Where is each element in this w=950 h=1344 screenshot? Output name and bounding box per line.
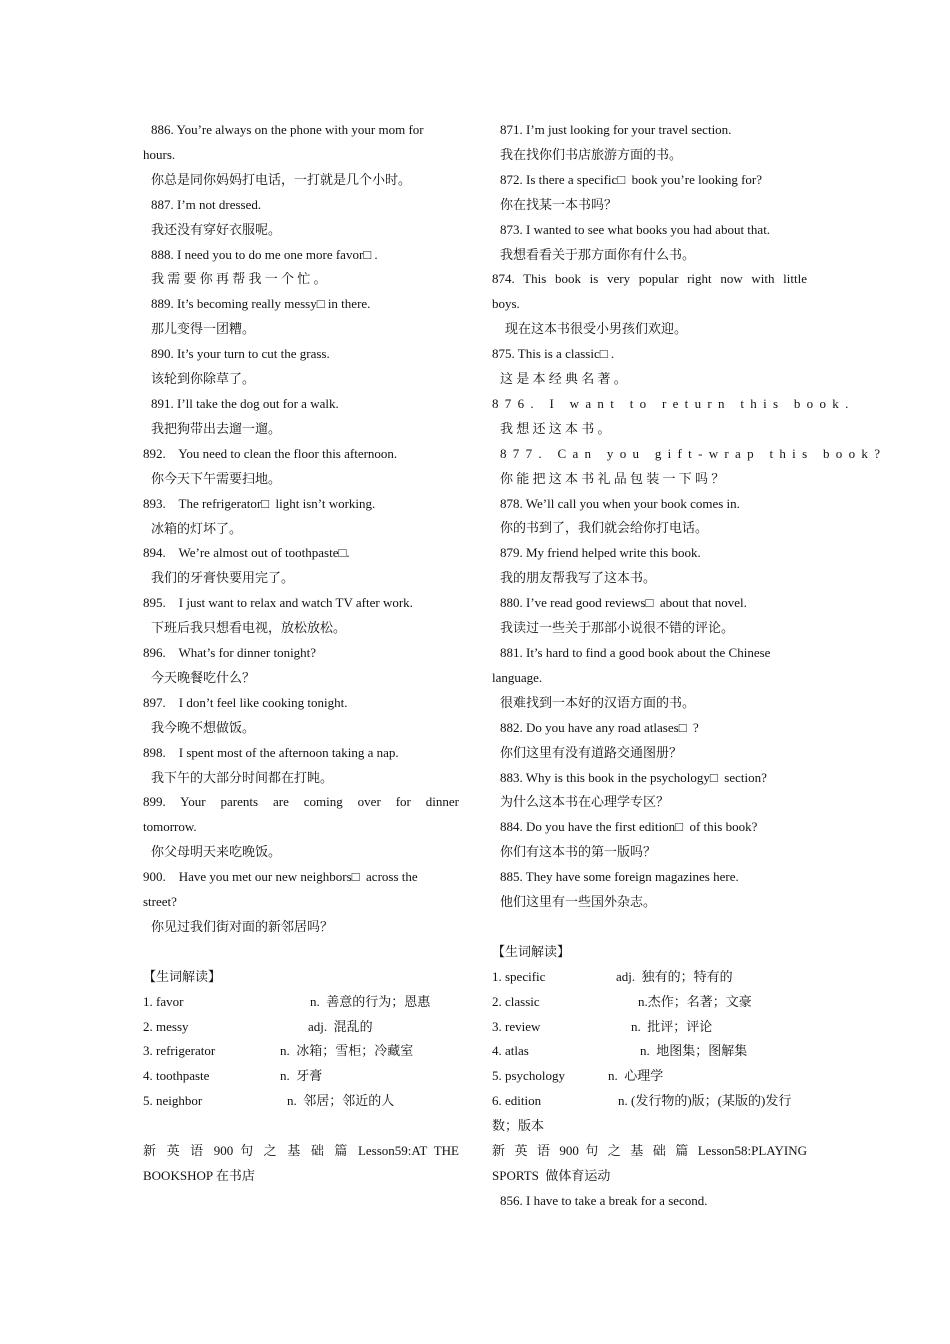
sentence-line: 881. It’s hard to find a good book about the Chinese	[500, 645, 771, 661]
sentence-line: 874. This book is very popular right now with little	[492, 271, 807, 287]
vocab-word: 2. messy	[143, 1018, 189, 1034]
sentence-line: 876. I want to return this book.	[492, 395, 855, 411]
translation-line: 我还没有穿好衣服呢。	[151, 221, 282, 237]
left-column	[143, 118, 459, 1189]
vocab-definition: n. 善意的行为；恩惠	[310, 993, 431, 1009]
sentence-line: 890. It’s your turn to cut the grass.	[151, 346, 330, 362]
translation-line: 你 能 把 这 本 书 礼 品 包 装 一 下 吗 ？	[500, 470, 725, 486]
vocab-definition: n. 地图集；图解集	[640, 1043, 748, 1059]
vocab-item	[143, 1039, 459, 1064]
sentence-line: 856. I have to take a break for a second.	[500, 1192, 708, 1208]
sentence-line: 891. I’ll take the dog out for a walk.	[151, 395, 339, 411]
sentence-line: 896. What’s for dinner tonight?	[143, 645, 317, 661]
translation-line: 为什么这本书在心理学专区？	[500, 794, 670, 810]
vocab-item	[143, 1064, 459, 1089]
vocab-item	[492, 1089, 807, 1114]
sentence-line: hours.	[143, 146, 176, 162]
sentence-line: 871. I’m just looking for your travel section.	[500, 122, 732, 137]
vocab-item	[143, 990, 459, 1015]
spacer	[492, 915, 807, 940]
vocab-item	[492, 1015, 807, 1040]
translation-line: 你在找某一本书吗？	[500, 196, 618, 212]
sentence-line: street?	[143, 894, 177, 910]
vocab-heading: 【生词解读】	[492, 943, 571, 959]
translation-line: 我想看看关于那方面你有什么书。	[500, 246, 696, 262]
vocab-definition: adj. 混乱的	[308, 1018, 373, 1034]
sentence-line: 888. I need you to do me one more favor□ .	[151, 246, 378, 262]
translation-line: 我们的牙膏快要用完了。	[151, 570, 295, 586]
vocab-word: 4. atlas	[492, 1043, 529, 1059]
translation-line: 这 是 本 经 典 名 著 。	[500, 371, 627, 387]
sentence-line: 894. We’re almost out of toothpaste□.	[143, 545, 350, 561]
sentence-line: tomorrow.	[143, 819, 197, 835]
vocab-definition: n. 批评；评论	[631, 1018, 713, 1034]
sentence-line: 879. My friend helped write this book.	[500, 545, 701, 561]
sentence-line: 878. We’ll call you when your book comes in.	[500, 495, 740, 511]
vocab-word: 3. refrigerator	[143, 1043, 216, 1059]
translation-line: 我 想 还 这 本 书 。	[500, 420, 611, 436]
translation-line: 今天晚餐吃什么？	[151, 669, 256, 685]
translation-line: 我 需 要 你 再 帮 我 一 个 忙 。	[151, 271, 327, 287]
vocab-definition: n. (发行物的)版；(某版的)发行	[618, 1093, 792, 1109]
translation-line: 现在这本书很受小男孩们欢迎。	[505, 321, 688, 337]
sentence-line: 882. Do you have any road atlases□ ?	[500, 719, 699, 735]
vocab-word: 1. favor	[143, 993, 184, 1009]
translation-line: 那儿变得一团糟。	[151, 321, 256, 337]
translation-line: 你今天下午需要扫地。	[151, 470, 282, 486]
translation-line: 他们这里有一些国外杂志。	[500, 894, 657, 910]
vocab-item	[143, 1015, 459, 1040]
sentence-line: 898. I spent most of the afternoon taking a nap.	[143, 744, 399, 760]
lesson-title: SPORTS 做体育运动	[492, 1167, 611, 1183]
lesson-title: BOOKSHOP 在书店	[143, 1167, 255, 1183]
vocab-definition: n. 心理学	[608, 1068, 664, 1084]
vocab-definition: n. 冰箱；雪柜；冷藏室	[280, 1043, 414, 1059]
translation-line: 我今晚不想做饭。	[151, 719, 256, 735]
vocab-item	[492, 1064, 807, 1089]
vocab-definition-continuation: 数；版本	[492, 1118, 545, 1134]
translation-line: 我读过一些关于那部小说很不错的评论。	[500, 620, 735, 636]
translation-line: 我在找你们书店旅游方面的书。	[500, 146, 683, 162]
vocab-word: 3. review	[492, 1018, 541, 1034]
translation-line: 该轮到你除草了。	[151, 371, 256, 387]
translation-line: 下班后我只想看电视，放松放松。	[151, 620, 347, 636]
vocab-word: 6. edition	[492, 1093, 542, 1109]
sentence-line: 893. The refrigerator□ light isn’t working.	[143, 495, 376, 511]
vocab-word: 2. classic	[492, 993, 540, 1009]
sentence-line: 880. I’ve read good reviews□ about that novel.	[500, 595, 747, 611]
translation-line: 我把狗带出去遛一遛。	[151, 420, 282, 436]
sentence-line: 885. They have some foreign magazines here.	[500, 869, 739, 885]
sentence-line: 899. Your parents are coming over for dinner	[143, 794, 459, 810]
sentence-line: boys.	[492, 296, 520, 312]
sentence-line: 872. Is there a specific□ book you’re looking for?	[500, 171, 762, 187]
translation-line: 你们有这本书的第一版吗？	[500, 844, 657, 860]
sentence-line: 892. You need to clean the floor this afternoon.	[143, 445, 398, 461]
sentence-line: 875. This is a classic□ .	[492, 346, 615, 362]
translation-line: 你总是同你妈妈打电话，一打就是几个小时。	[151, 171, 412, 187]
translation-line: 冰箱的灯坏了。	[151, 520, 243, 536]
lesson-title: 新 英 语 900 句 之 基 础 篇 Lesson59:AT THE	[143, 1143, 459, 1159]
right-column	[492, 118, 887, 1214]
vocab-word: 5. psychology	[492, 1068, 565, 1084]
lesson-title: 新 英 语 900 句 之 基 础 篇 Lesson58:PLAYING	[492, 1143, 807, 1159]
vocab-item	[492, 990, 807, 1015]
translation-line: 很难找到一本好的汉语方面的书。	[500, 694, 696, 710]
translation-line: 你父母明天来吃晚饭。	[151, 844, 282, 860]
translation-line: 你的书到了，我们就会给你打电话。	[500, 520, 709, 536]
vocab-item	[143, 1089, 459, 1114]
vocab-word: 5. neighbor	[143, 1093, 203, 1109]
sentence-line: 887. I’m not dressed.	[151, 196, 262, 212]
translation-line: 我的朋友帮我写了这本书。	[500, 570, 657, 586]
vocab-heading: 【生词解读】	[143, 968, 222, 984]
sentence-line: 897. I don’t feel like cooking tonight.	[143, 694, 348, 710]
sentence-line: 889. It’s becoming really messy□ in there.	[151, 296, 371, 312]
sentence-line: 886. You’re always on the phone with your mom for	[151, 122, 424, 137]
vocab-item	[492, 1039, 807, 1064]
sentence-line: 895. I just want to relax and watch TV after work.	[143, 595, 413, 611]
translation-line: 我下午的大部分时间都在打盹。	[151, 769, 334, 785]
vocab-word: 1. specific	[492, 968, 546, 984]
sentence-line: 873. I wanted to see what books you had about that.	[500, 221, 771, 237]
vocab-definition: n.杰作；名著；文豪	[638, 993, 752, 1009]
sentence-line: language.	[492, 669, 543, 685]
spacer	[143, 1114, 459, 1139]
translation-line: 你们这里有没有道路交通图册？	[500, 744, 683, 760]
sentence-line: 883. Why is this book in the psychology□ section?	[500, 769, 767, 785]
vocab-word: 4. toothpaste	[143, 1068, 210, 1084]
vocab-item	[492, 965, 807, 990]
translation-line: 你见过我们街对面的新邻居吗？	[151, 918, 334, 934]
sentence-line: 877. Can you gift-wrap this book?	[500, 445, 887, 461]
vocab-definition: n. 邻居；邻近的人	[287, 1093, 395, 1109]
sentence-line: 900. Have you met our new neighbors□ across the	[143, 869, 418, 885]
sentence-line: 884. Do you have the first edition□ of this book?	[500, 819, 758, 835]
vocab-definition: n. 牙膏	[280, 1068, 323, 1084]
vocab-definition: adj. 独有的；特有的	[616, 968, 733, 984]
spacer	[143, 940, 459, 965]
